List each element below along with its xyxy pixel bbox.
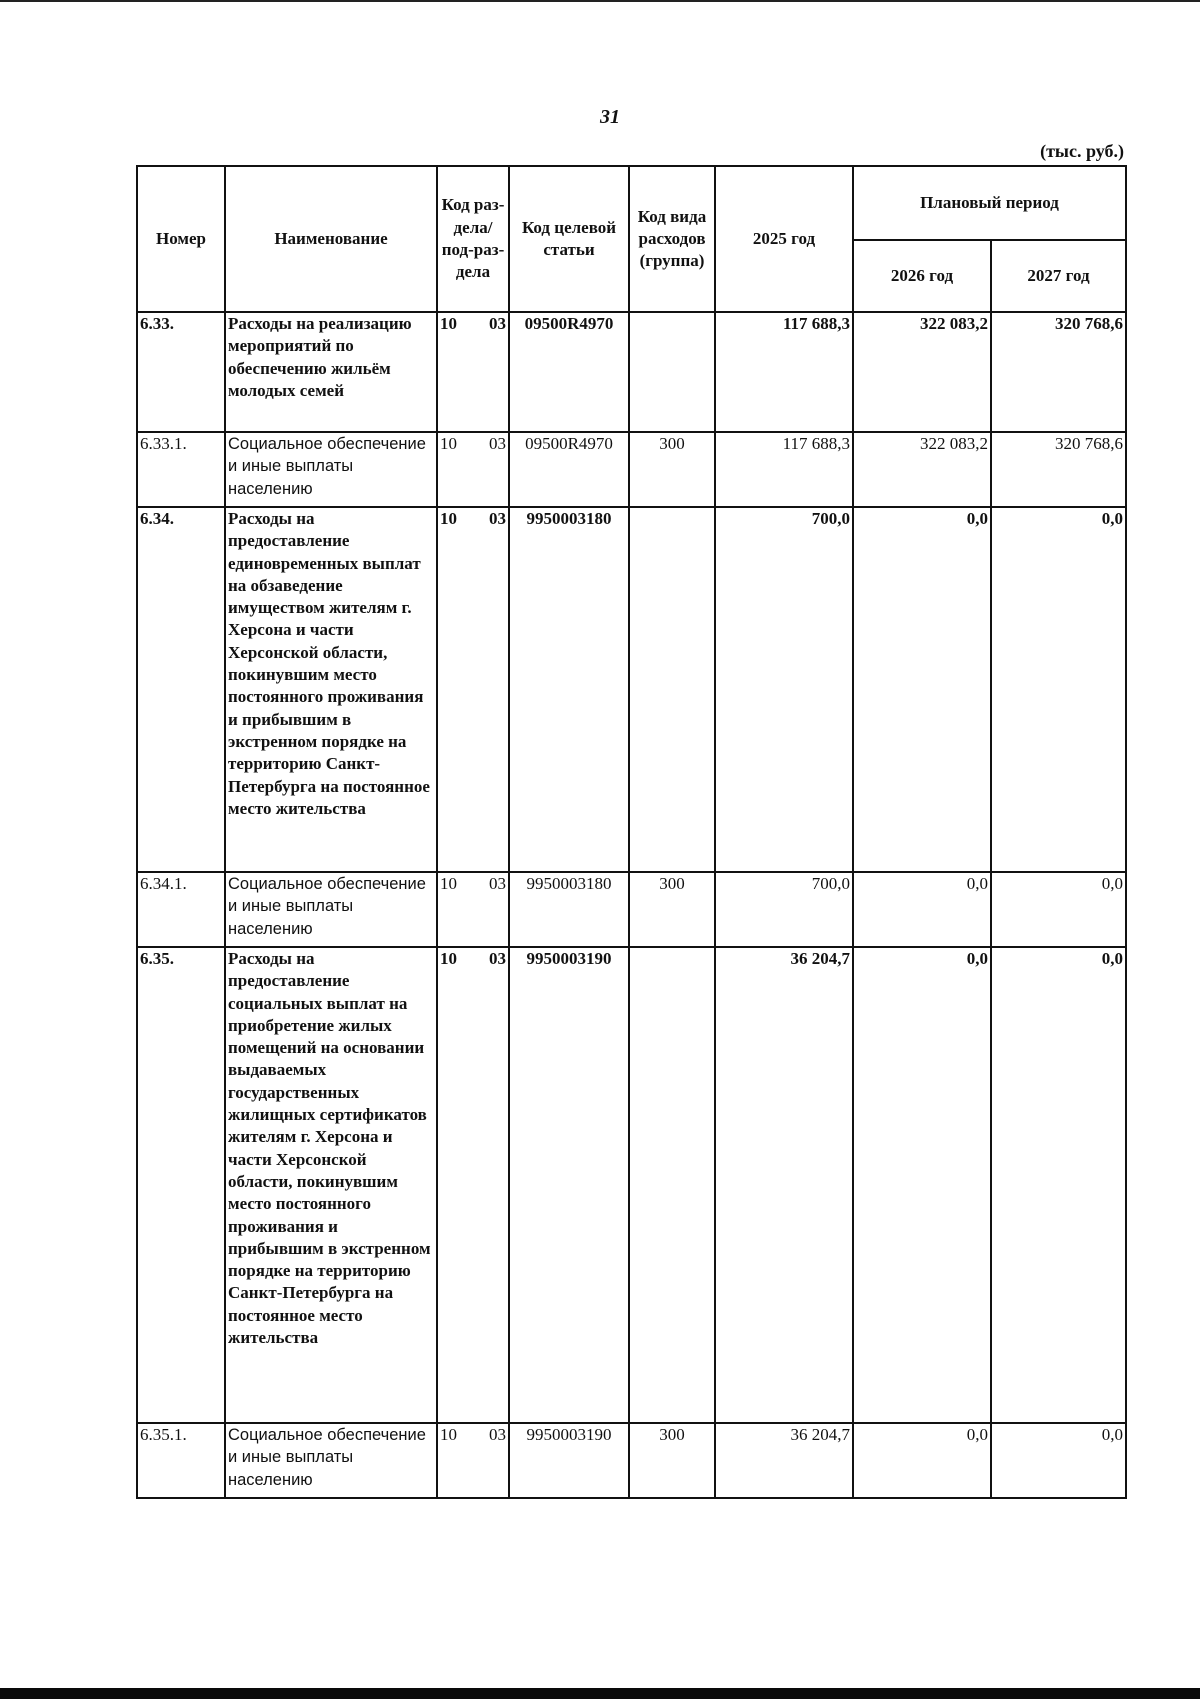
header-row — [137, 166, 1126, 240]
row-expense-group — [629, 312, 715, 432]
row-name: Социальное обеспечение и иные выплаты населению — [225, 872, 437, 947]
row-section-code — [437, 312, 509, 432]
table-row — [137, 507, 1126, 872]
row-value-2025: 700,0 — [715, 872, 853, 947]
row-value-2026: 0,0 — [853, 1423, 991, 1498]
row-value-2027: 0,0 — [991, 872, 1126, 947]
row-target-code: 9950003180 — [509, 507, 629, 872]
table-row — [137, 872, 1126, 947]
row-value-2025: 700,0 — [715, 507, 853, 872]
row-section-code — [437, 507, 509, 872]
row-target-code: 9950003180 — [509, 872, 629, 947]
row-target-code: 9950003190 — [509, 1423, 629, 1498]
row-number: 6.34.1. — [137, 872, 225, 947]
row-subsection: 03 — [489, 1425, 506, 1444]
row-expense-group: 300 — [629, 1423, 715, 1498]
row-subsection: 03 — [489, 949, 506, 968]
row-name: Расходы на реализацию мероприятий по обеспечению жильём молодых семей — [225, 312, 437, 432]
row-subsection: 03 — [489, 509, 506, 528]
header-year-2025: 2025 год — [715, 166, 853, 312]
units-label: (тыс. руб.) — [1040, 141, 1124, 161]
row-value-2027: 0,0 — [991, 507, 1126, 872]
row-section-code — [437, 1423, 509, 1498]
row-number: 6.35.1. — [137, 1423, 225, 1498]
table-row — [137, 947, 1126, 1423]
budget-table — [136, 165, 1127, 1499]
row-section-code — [437, 872, 509, 947]
header-year-2026: 2026 год — [853, 240, 991, 312]
row-value-2025: 36 204,7 — [715, 1423, 853, 1498]
row-value-2025: 36 204,7 — [715, 947, 853, 1423]
row-value-2025: 117 688,3 — [715, 312, 853, 432]
row-value-2026: 0,0 — [853, 872, 991, 947]
row-number: 6.33.1. — [137, 432, 225, 507]
header-section-code: Код раз-дела/ под-раз-дела — [437, 166, 509, 312]
row-subsection: 03 — [489, 874, 506, 893]
row-name: Социальное обеспечение и иные выплаты населению — [225, 432, 437, 507]
row-value-2026: 322 083,2 — [853, 312, 991, 432]
row-expense-group: 300 — [629, 432, 715, 507]
row-name: Расходы на предоставление единовременных выплат на обзаведение имуществом жителям г. Херсона и части Херсонской области, покинувшим место постоянного проживания и прибывшим в экстренном порядке на территорию Санкт-Петербурга на постоянное место жительства — [225, 507, 437, 872]
row-section: 10 — [440, 314, 457, 333]
row-section: 10 — [440, 509, 457, 528]
row-section: 10 — [440, 1425, 457, 1444]
row-value-2027: 0,0 — [991, 947, 1126, 1423]
header-name: Наименование — [225, 166, 437, 312]
table-row — [137, 432, 1126, 507]
row-value-2027: 320 768,6 — [991, 312, 1126, 432]
top-border — [0, 0, 1200, 2]
bottom-border — [0, 1688, 1200, 1699]
row-number: 6.35. — [137, 947, 225, 1423]
row-name: Расходы на предоставление социальных выплат на приобретение жилых помещений на основании выдаваемых государственных жилищных сертификатов жителям г. Херсона и части Херсонской области, покинувшим место постоянного проживания и прибывшим в экстренном порядке на территорию Санкт-Петербурга на постоянное место жительства — [225, 947, 437, 1423]
row-subsection: 03 — [489, 314, 506, 333]
row-value-2027: 0,0 — [991, 1423, 1126, 1498]
row-value-2026: 0,0 — [853, 507, 991, 872]
row-section: 10 — [440, 949, 457, 968]
row-value-2027: 320 768,6 — [991, 432, 1126, 507]
row-expense-group: 300 — [629, 872, 715, 947]
row-name: Социальное обеспечение и иные выплаты населению — [225, 1423, 437, 1498]
row-target-code: 9950003190 — [509, 947, 629, 1423]
row-section: 10 — [440, 434, 457, 453]
row-number: 6.33. — [137, 312, 225, 432]
row-section: 10 — [440, 874, 457, 893]
row-expense-group — [629, 507, 715, 872]
header-year-2027: 2027 год — [991, 240, 1126, 312]
row-subsection: 03 — [489, 434, 506, 453]
header-target-code: Код целевой статьи — [509, 166, 629, 312]
table-row — [137, 1423, 1126, 1498]
header-number: Номер — [137, 166, 225, 312]
row-number: 6.34. — [137, 507, 225, 872]
row-value-2026: 0,0 — [853, 947, 991, 1423]
row-value-2025: 117 688,3 — [715, 432, 853, 507]
row-target-code: 09500R4970 — [509, 432, 629, 507]
row-value-2026: 322 083,2 — [853, 432, 991, 507]
page-number: 31 — [600, 106, 620, 128]
header-planning-period: Плановый период — [853, 166, 1126, 240]
header-expense-type: Код вида расходов (группа) — [629, 166, 715, 312]
row-expense-group — [629, 947, 715, 1423]
row-target-code: 09500R4970 — [509, 312, 629, 432]
row-section-code — [437, 947, 509, 1423]
row-section-code — [437, 432, 509, 507]
table-row — [137, 312, 1126, 432]
